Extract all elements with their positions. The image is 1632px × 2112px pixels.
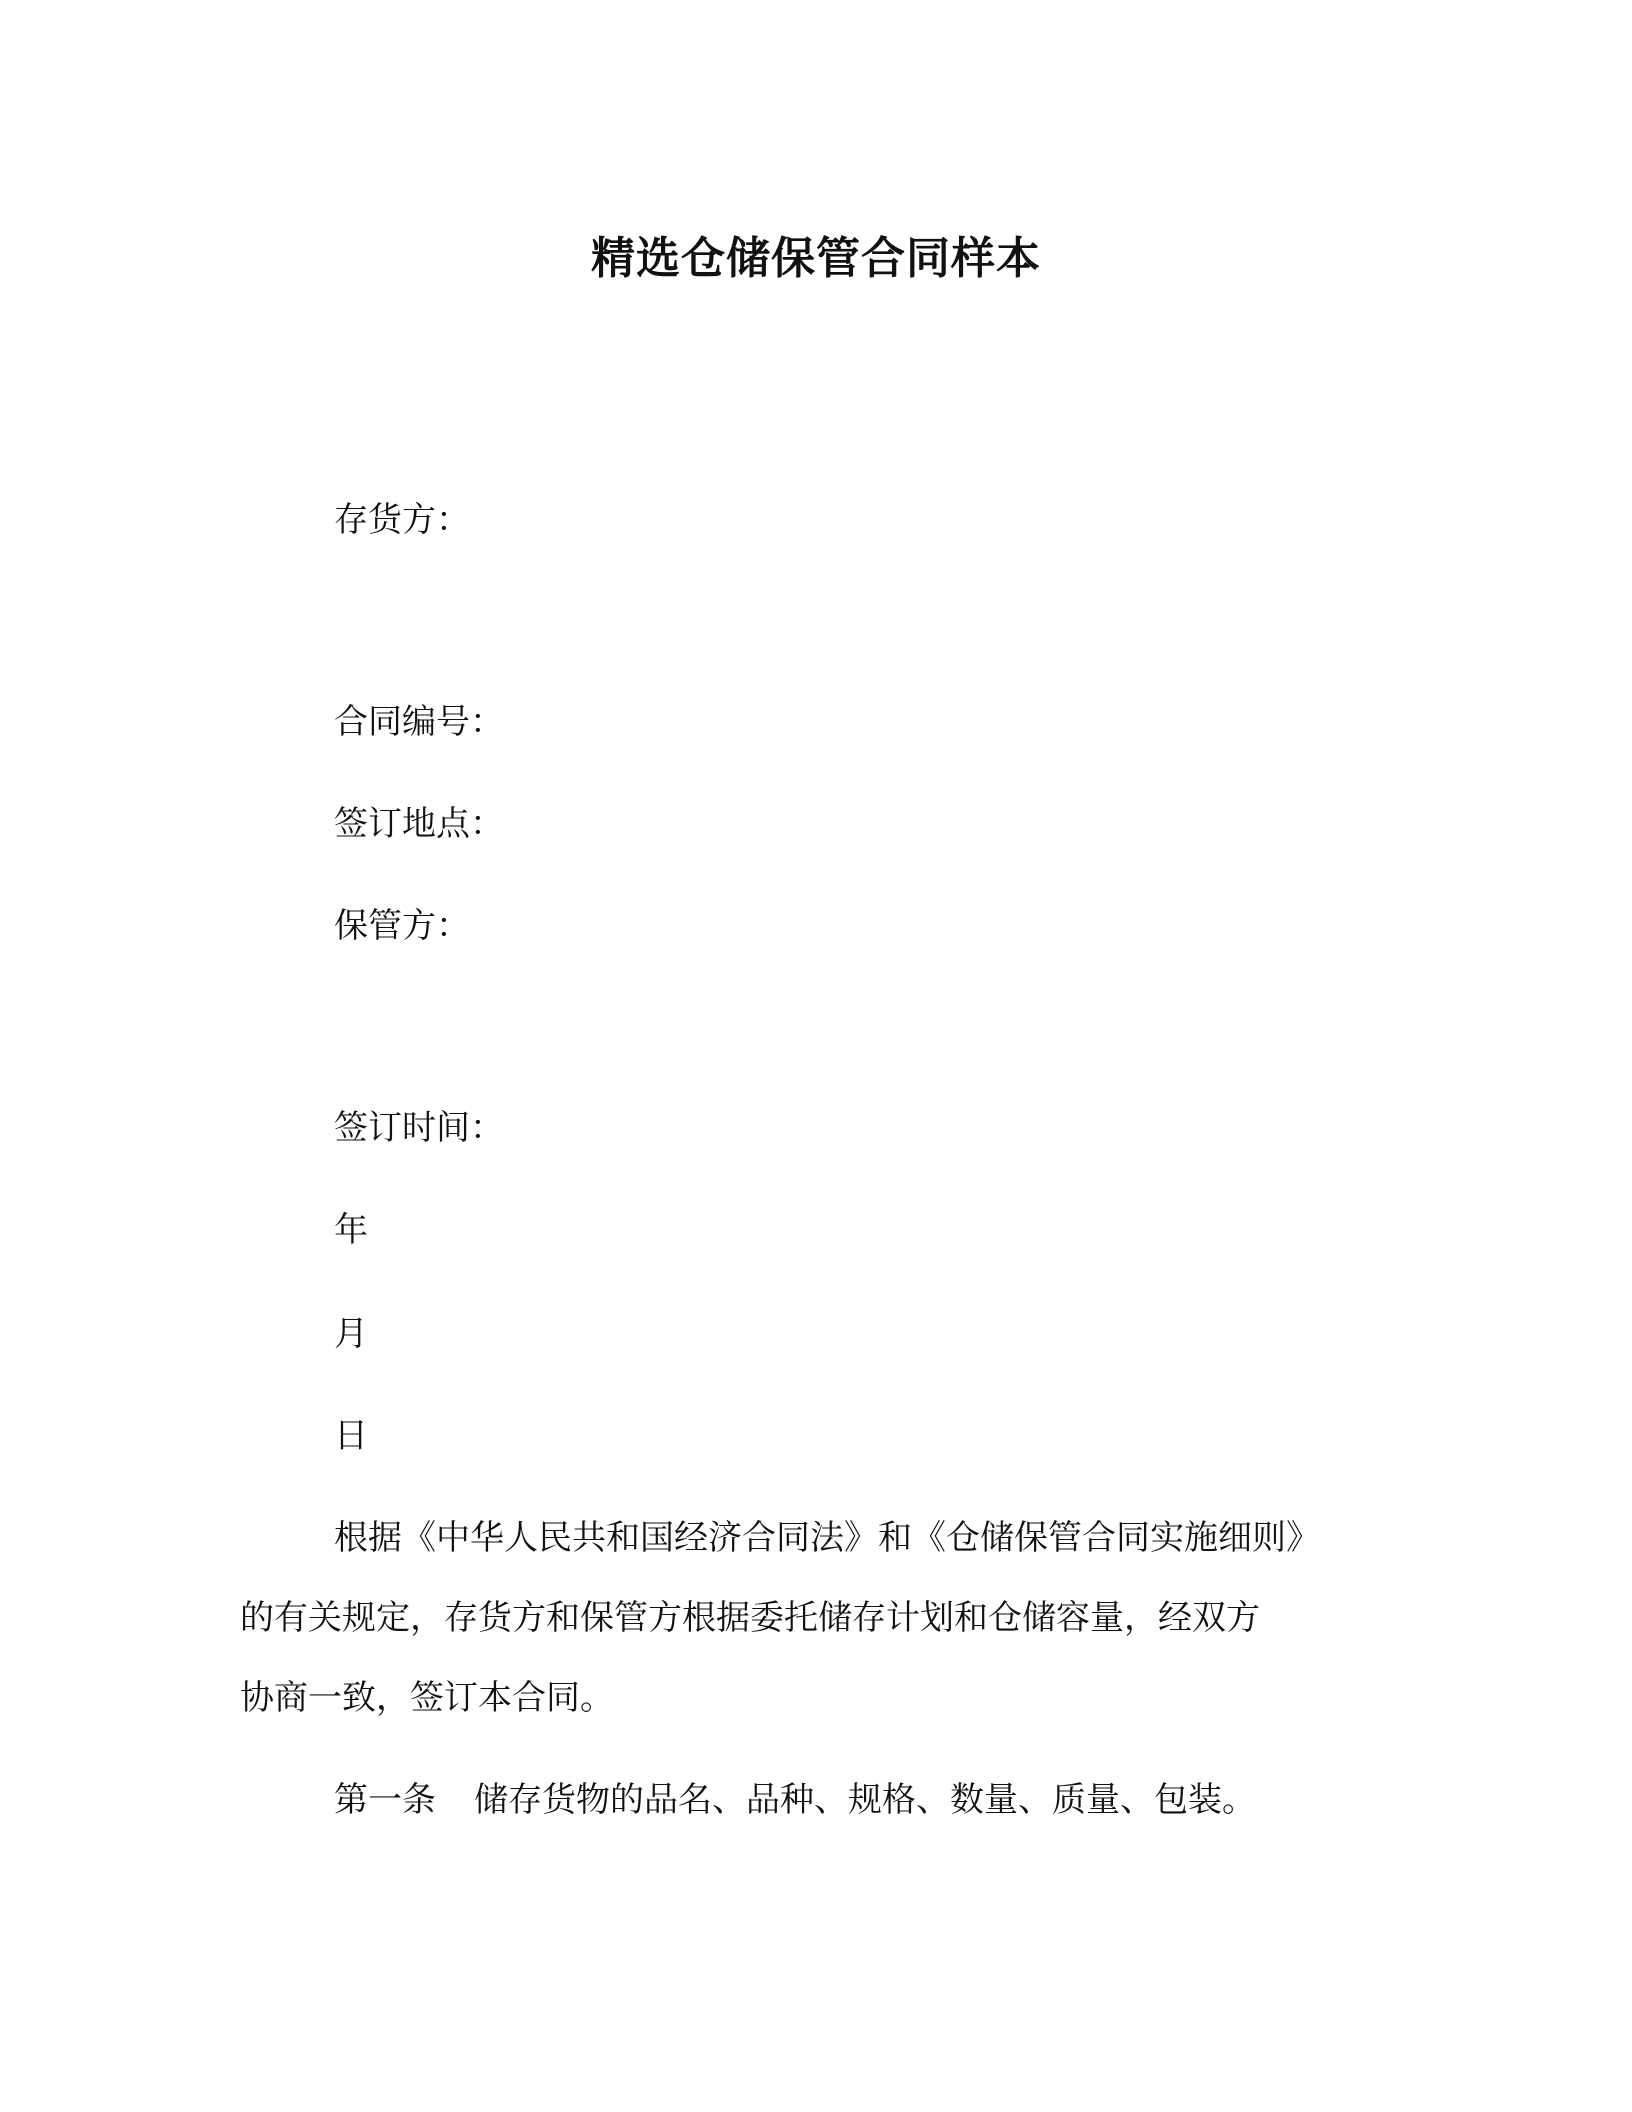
preamble-line-2: 的有关规定，存货方和保管方根据委托储存计划和仓储容量，经双方 [240, 1598, 1260, 1638]
preamble-line-1: 根据《中华人民共和国经济合同法》和《仓储保管合同实施细则》 [334, 1518, 1320, 1558]
field-sign-place: 签订地点： [334, 804, 504, 844]
field-day: 日 [334, 1416, 368, 1456]
field-month: 月 [334, 1314, 368, 1354]
field-custodian: 保管方： [334, 906, 470, 946]
document-title: 精选仓储保管合同样本 [591, 233, 1041, 284]
field-sign-time: 签订时间： [334, 1108, 504, 1148]
article-1-text: 储存货物的品名、品种、规格、数量、质量、包装。 [474, 1780, 1256, 1820]
field-year: 年 [334, 1210, 368, 1250]
field-depositor: 存货方： [334, 500, 470, 540]
preamble-line-3: 协商一致，签订本合同。 [240, 1678, 614, 1718]
article-1 [334, 1780, 1256, 1820]
field-contract-no: 合同编号： [334, 702, 504, 742]
article-1-number: 第一条 [334, 1780, 436, 1820]
